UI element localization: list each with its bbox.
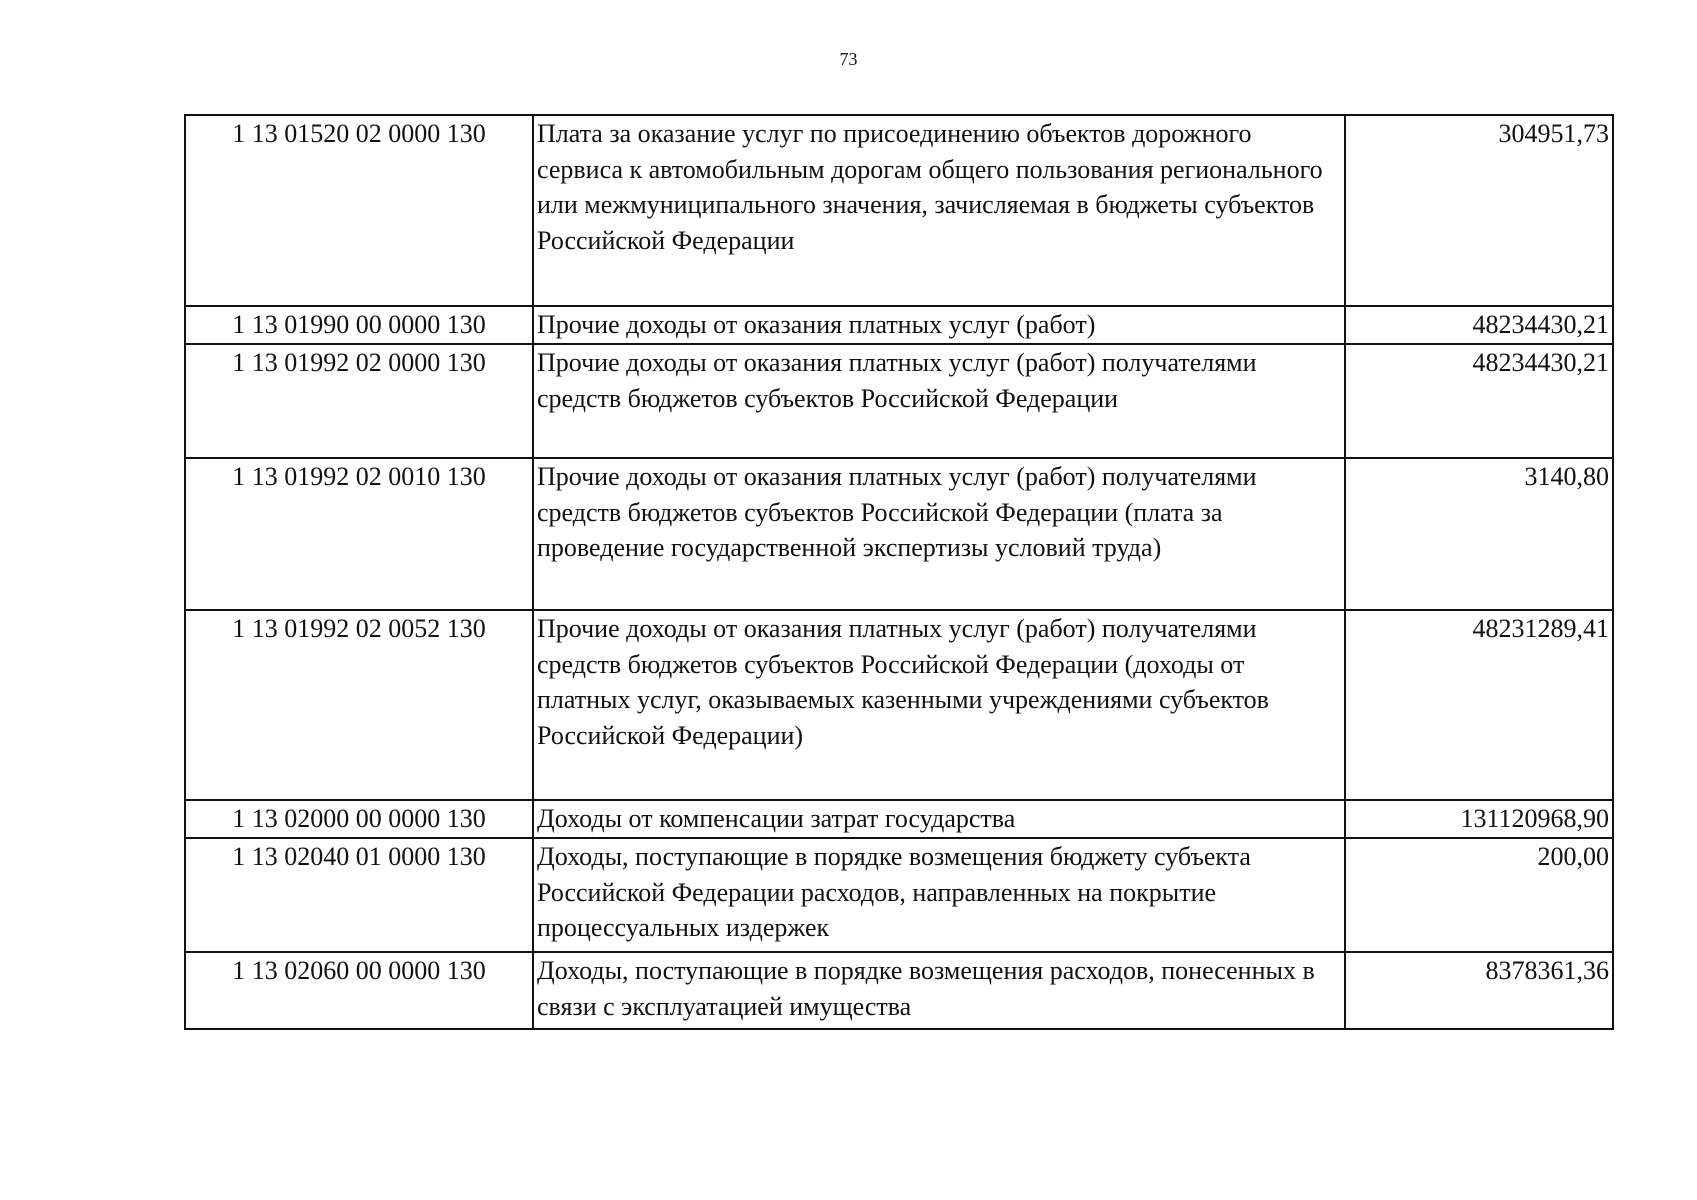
- revenue-code: 1 13 02040 01 0000 130: [185, 838, 533, 952]
- revenue-code: 1 13 01520 02 0000 130: [185, 115, 533, 306]
- table-row: [185, 344, 1613, 458]
- table-row: [185, 800, 1613, 838]
- revenue-description: Прочие доходы от оказания платных услуг (работ) получателями средств бюджетов субъектов Российской Федерации (доходы от платных услуг, оказываемых казенными учреждениями субъектов Российской Федерации): [533, 610, 1345, 800]
- table-row: [185, 838, 1613, 952]
- revenue-code: 1 13 01992 02 0000 130: [185, 344, 533, 458]
- revenue-description: Доходы от компенсации затрат государства: [533, 800, 1345, 838]
- table-row: [185, 115, 1613, 306]
- revenue-code: 1 13 01992 02 0052 130: [185, 610, 533, 800]
- revenue-code: 1 13 02060 00 0000 130: [185, 952, 533, 1029]
- revenue-amount: 200,00: [1345, 838, 1613, 952]
- revenue-amount: 8378361,36: [1345, 952, 1613, 1029]
- revenue-description: Плата за оказание услуг по присоединению объектов дорожного сервиса к автомобильным дорогам общего пользования регионального или межмуниципального значения, зачисляемая в бюджеты субъектов Российской Федерации: [533, 115, 1345, 306]
- table-row: [185, 458, 1613, 610]
- revenue-description: Доходы, поступающие в порядке возмещения бюджету субъекта Российской Федерации расходов, направленных на покрытие процессуальных издержек: [533, 838, 1345, 952]
- revenue-description: Прочие доходы от оказания платных услуг (работ) получателями средств бюджетов субъектов Российской Федерации (плата за проведение государственной экспертизы условий труда): [533, 458, 1345, 610]
- revenue-amount: 131120968,90: [1345, 800, 1613, 838]
- revenue-amount: 48234430,21: [1345, 306, 1613, 344]
- budget-revenue-table: [184, 114, 1614, 1030]
- page-number: 73: [839, 49, 858, 69]
- revenue-code: 1 13 02000 00 0000 130: [185, 800, 533, 838]
- revenue-code: 1 13 01992 02 0010 130: [185, 458, 533, 610]
- revenue-amount: 48231289,41: [1345, 610, 1613, 800]
- revenue-amount: 3140,80: [1345, 458, 1613, 610]
- revenue-description: Прочие доходы от оказания платных услуг (работ) получателями средств бюджетов субъектов Российской Федерации: [533, 344, 1345, 458]
- table-row: [185, 952, 1613, 1029]
- revenue-amount: 304951,73: [1345, 115, 1613, 306]
- table-body: [185, 115, 1613, 1029]
- revenue-description: Доходы, поступающие в порядке возмещения расходов, понесенных в связи с эксплуатацией имущества: [533, 952, 1345, 1029]
- table-row: [185, 306, 1613, 344]
- revenue-code: 1 13 01990 00 0000 130: [185, 306, 533, 344]
- revenue-description: Прочие доходы от оказания платных услуг (работ): [533, 306, 1345, 344]
- table-row: [185, 610, 1613, 800]
- revenue-amount: 48234430,21: [1345, 344, 1613, 458]
